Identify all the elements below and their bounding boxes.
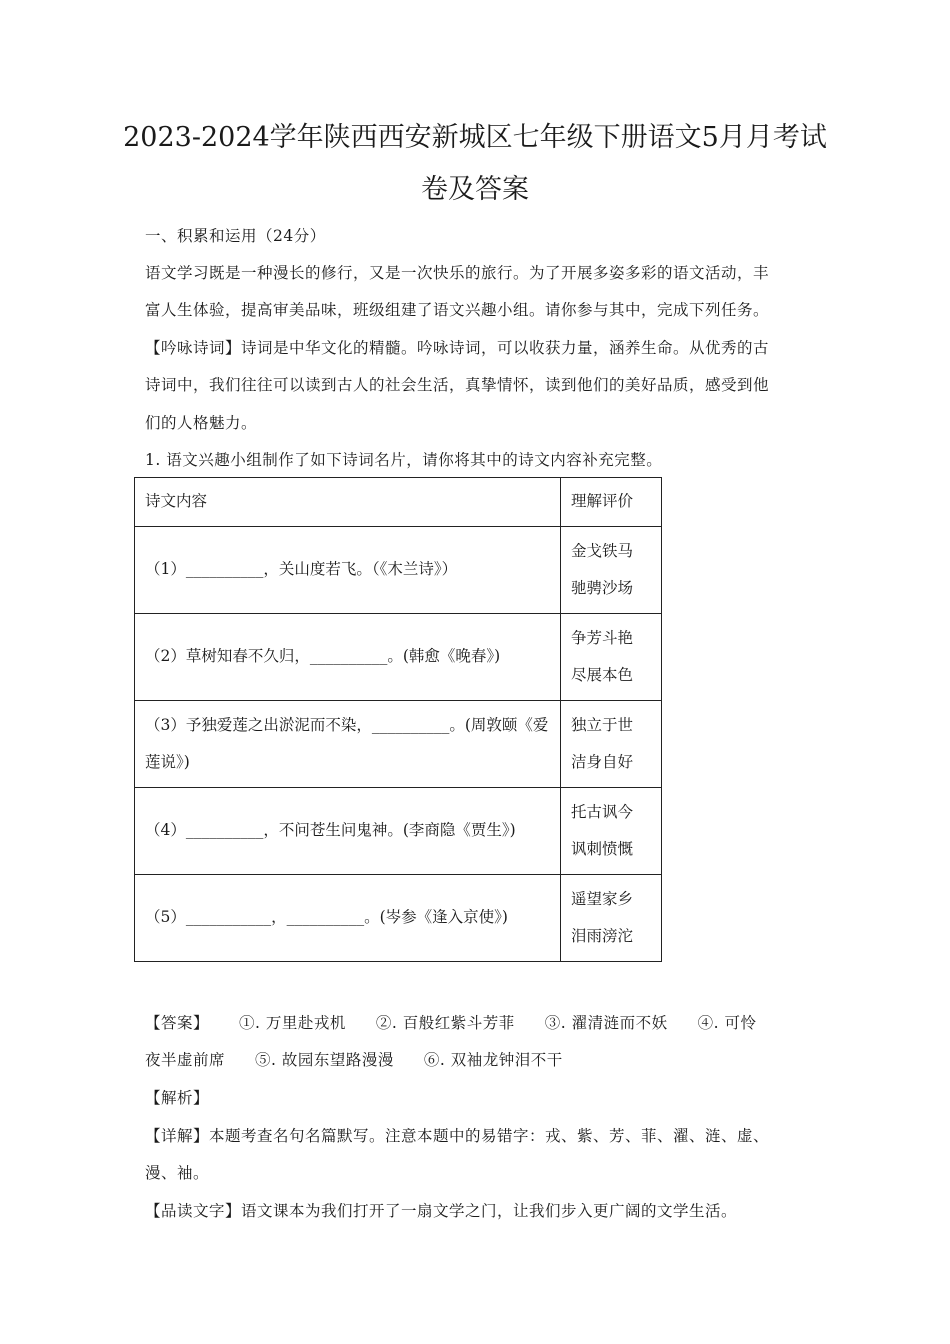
row-content: （4）__________，不问苍生问鬼神。(李商隐《贾生》): [135, 788, 561, 875]
answer-line-2: [145, 1042, 810, 1080]
detail-line-2: 漫、袖。: [145, 1164, 210, 1182]
eval-line: 遥望家乡: [571, 889, 634, 908]
row-eval: [561, 701, 662, 788]
header-eval: 理解评价: [561, 478, 662, 527]
eval-line: 托古讽今: [571, 802, 634, 821]
poem-intro-line-3: 们的人格魅力。: [145, 414, 258, 432]
eval-line: 泪雨滂沱: [571, 927, 634, 945]
answer-item: ③. 濯清涟而不妖: [544, 1014, 668, 1032]
row-eval: [561, 788, 662, 875]
eval-line: 讽刺愤慨: [571, 840, 634, 858]
eval-line: 争芳斗艳: [571, 628, 634, 647]
document-title: [100, 112, 850, 216]
poem-intro-line-2: 诗词中，我们往往可以读到古人的社会生活，真挚情怀，读到他们的美好品质，感受到他: [145, 376, 770, 394]
row-eval: [561, 875, 662, 962]
poem-table: [134, 477, 662, 962]
section-heading: 一、积累和运用（24分）: [145, 227, 326, 245]
answer-item: 夜半虚前席: [145, 1051, 226, 1069]
table-row: [135, 701, 662, 788]
answer-item: ⑤. 故园东望路漫漫: [255, 1051, 394, 1069]
poem-intro-line-1: 【吟咏诗词】诗词是中华文化的精髓。吟咏诗词，可以收获力量，涵养生命。从优秀的古: [145, 339, 770, 357]
answer-item: ②. 百般红紫斗芳菲: [375, 1014, 515, 1032]
title-line-2: 卷及答案: [421, 174, 529, 205]
eval-line: 金戈铁马: [571, 541, 634, 560]
eval-line: 尽展本色: [571, 666, 634, 684]
row-content: （5）___________，__________。(岑参《逢入京使》): [135, 875, 561, 962]
row-content: （1）__________，关山度若飞。（《木兰诗》）: [135, 527, 561, 614]
table-row: [135, 527, 662, 614]
title-line-1: 2023-2024学年陕西西安新城区七年级下册语文5月月考试: [123, 122, 827, 153]
analysis-label: 【解析】: [145, 1089, 210, 1107]
intro-line-1: 语文学习既是一种漫长的修行，又是一次快乐的旅行。为了开展多姿多彩的语文活动，丰: [145, 264, 770, 282]
table-row: [135, 875, 662, 962]
question-1: 1. 语文兴趣小组制作了如下诗词名片，请你将其中的诗文内容补充完整。: [145, 451, 663, 469]
eval-line: 洁身自好: [571, 753, 634, 771]
row-eval: [561, 614, 662, 701]
answer-item: ⑥. 双袖龙钟泪不干: [423, 1051, 563, 1069]
row-content: （3）予独爱莲之出淤泥而不染，__________。(周敦颐《爱莲说》): [135, 701, 561, 788]
answer-line-1: [145, 1005, 810, 1043]
eval-line: 驰骋沙场: [571, 579, 634, 597]
header-content: 诗文内容: [135, 478, 561, 527]
reading-line: 【品读文字】语文课本为我们打开了一扇文学之门，让我们步入更广阔的文学生活。: [145, 1202, 738, 1220]
detail-line-1: 【详解】本题考查名句名篇默写。注意本题中的易错字：戎、紫、芳、菲、濯、涟、虚、: [145, 1127, 770, 1145]
answer-label: 【答案】: [145, 1014, 210, 1032]
answer-item: ④. 可怜: [697, 1014, 757, 1032]
eval-line: 独立于世: [571, 715, 634, 734]
table-row: [135, 614, 662, 701]
table-header-row: [135, 478, 662, 527]
table-row: [135, 788, 662, 875]
answer-item: ①. 万里赴戎机: [239, 1014, 346, 1032]
row-content: （2）草树知春不久归，__________。(韩愈《晚春》): [135, 614, 561, 701]
row-eval: [561, 527, 662, 614]
intro-line-2: 富人生体验，提高审美品味，班级组建了语文兴趣小组。请你参与其中，完成下列任务。: [145, 301, 770, 319]
